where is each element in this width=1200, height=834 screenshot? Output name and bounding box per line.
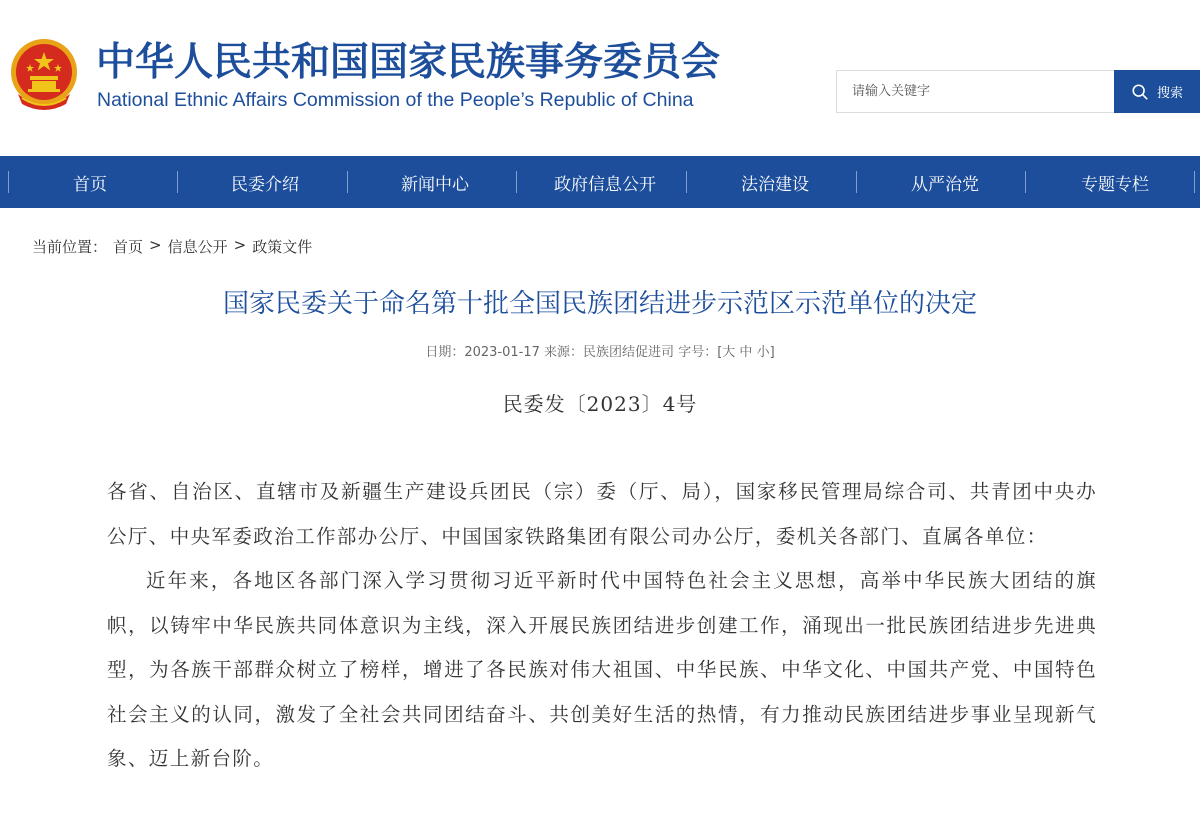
- search-icon: [1131, 83, 1149, 101]
- breadcrumb-home[interactable]: 首页: [113, 238, 144, 256]
- search-input[interactable]: [836, 70, 1115, 113]
- article-title: 国家民委关于命名第十批全国民族团结进步示范区示范单位的决定: [222, 289, 977, 319]
- breadcrumb-prefix: 当前位置：: [32, 238, 108, 256]
- article-paragraph: 各省、自治区、直辖市及新疆生产建设兵团民（宗）委（厅、局），国家移民管理局综合司、共青团中央办公厅、中央军委政治工作部办公厅、中国国家铁路集团有限公司办公厅，委机关各部门、直属各单位：: [107, 480, 1097, 548]
- nav-divider: [347, 171, 348, 193]
- nav-item-party[interactable]: 从严治党: [911, 174, 979, 195]
- nav-divider: [177, 171, 178, 193]
- national-emblem-icon[interactable]: [8, 34, 80, 114]
- meta-font-size-end: ]: [769, 345, 775, 360]
- site-title-en[interactable]: National Ethnic Affairs Commission of the People’s Republic of China: [97, 89, 694, 111]
- nav-item-rule-of-law[interactable]: 法治建设: [741, 174, 809, 195]
- breadcrumb-separator: >: [233, 236, 247, 254]
- breadcrumb-policy-docs[interactable]: 政策文件: [252, 238, 313, 256]
- article-body: [107, 470, 1097, 782]
- nav-item-gov-info[interactable]: 政府信息公开: [554, 174, 656, 195]
- font-size-small-link[interactable]: 小: [756, 345, 770, 360]
- search-button[interactable]: [1114, 70, 1200, 113]
- nav-item-about[interactable]: 民委介绍: [231, 174, 299, 195]
- nav-divider: [686, 171, 687, 193]
- main-nav: [0, 156, 1200, 208]
- font-size-large-link[interactable]: 大: [722, 345, 736, 360]
- font-size-medium-link[interactable]: 中: [739, 345, 753, 360]
- nav-divider: [1194, 171, 1195, 193]
- nav-item-news[interactable]: 新闻中心: [401, 174, 469, 195]
- article-meta: [0, 341, 1200, 360]
- nav-divider: [856, 171, 857, 193]
- meta-source: 来源：民族团结促进司: [544, 345, 675, 360]
- meta-date: 日期：2023-01-17: [425, 345, 540, 360]
- search-button-label: 搜索: [1156, 85, 1183, 100]
- breadcrumb-separator: >: [149, 236, 162, 254]
- breadcrumb: [32, 236, 312, 257]
- article-paragraph: 近年来，各地区各部门深入学习贯彻习近平新时代中国特色社会主义思想，高举中华民族大团结的旗帜，以铸牢中华民族共同体意识为主线，深入开展民族团结进步创建工作，涌现出一批民族团结进步先进典型，为各族干部群众树立了榜样，增进了各民族对伟大祖国、中华民族、中华文化、中国共产党、中国特色社会主义的认同，激发了全社会共同团结奋斗、共创美好生活的热情，有力推动民族团结进步事业呈现新气象、迈上新台阶。: [107, 569, 1097, 770]
- site-header: [0, 0, 1200, 156]
- nav-divider: [1025, 171, 1026, 193]
- site-title-cn[interactable]: 中华人民共和国国家民族事务委员会: [96, 40, 721, 85]
- nav-item-home[interactable]: 首页: [73, 174, 107, 195]
- meta-font-size-label: 字号：[: [678, 345, 723, 360]
- nav-divider: [8, 171, 9, 193]
- nav-item-special[interactable]: 专题专栏: [1081, 174, 1149, 195]
- breadcrumb-info-disclosure[interactable]: 信息公开: [167, 238, 228, 256]
- document-number: 民委发〔2023〕4号: [502, 392, 698, 416]
- nav-divider: [516, 171, 517, 193]
